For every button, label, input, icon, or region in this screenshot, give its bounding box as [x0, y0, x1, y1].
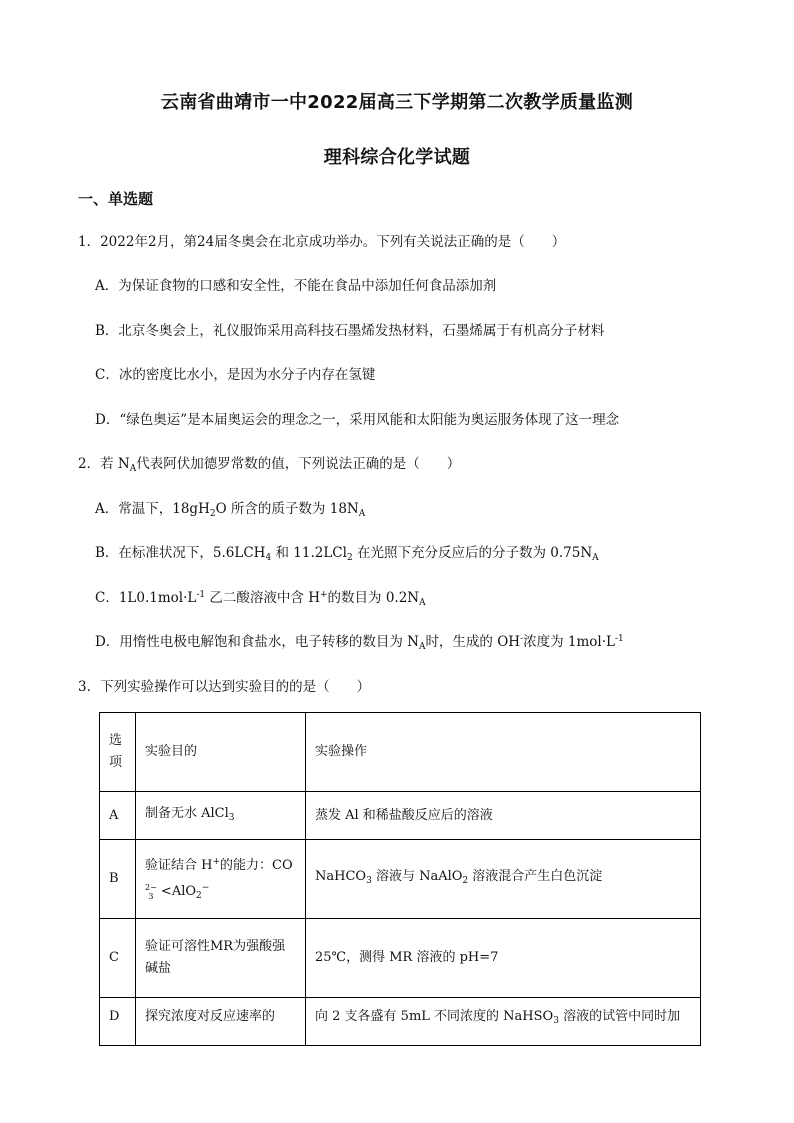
table-row	[100, 998, 701, 1046]
question-2-option-c: C．$1L0.1mol\cdot L^{-1}$ 乙二酸溶液中含 H+的数目为 $0.2N_A$	[95, 590, 426, 608]
operation-cell: NaHCO$_3$ 溶液与 NaAlO$_2$ 溶液混合产生白色沉淀	[306, 840, 701, 919]
question-3-stem: 3．下列实验操作可以达到实验目的的是（ ）	[78, 679, 371, 695]
paper-subtitle: 理科综合化学试题	[323, 147, 471, 168]
goal-cell: 验证可溶性MR为强酸强碱盐	[136, 919, 306, 998]
goal-cell: 探究浓度对反应速率的	[136, 998, 306, 1046]
header-option: 选 项	[100, 713, 136, 792]
table-row	[100, 792, 701, 840]
question-2-option-b: B．在标准状况下，$5.6LCH_4$ 和 11.2LCl$_2$ 在光照下充分反应后的分子数为 $0.75N_A$	[95, 545, 599, 563]
operation-cell: 蒸发 Al 和稀盐酸反应后的溶液	[306, 792, 701, 840]
question-1-option-b: B．北京冬奥会上，礼仪服饰采用高科技石墨烯发热材料，石墨烯属于有机高分子材料	[95, 323, 605, 339]
operation-cell: 向 2 支各盛有 5mL 不同浓度的 NaHSO$_3$ 溶液的试管中同时加	[306, 998, 701, 1046]
question-1-option-a: A．为保证食物的口感和安全性，不能在食品中添加任何食品添加剂	[95, 278, 497, 294]
question-1-option-d: D．“绿色奥运”是本届奥运会的理念之一，采用风能和太阳能为奥运服务体现了这一理念	[95, 412, 620, 428]
question-1-stem: 1．2022年2月，第24届冬奥会在北京成功举办。下列有关说法正确的是（ ）	[78, 234, 566, 250]
operation-cell: 25℃，测得 MR 溶液的 pH=7	[306, 919, 701, 998]
table-row	[100, 919, 701, 998]
goal-cell: 制备无水 AlCl$_3$	[136, 792, 306, 840]
paper-title: 云南省曲靖市一中2022届高三下学期第二次教学质量监测	[160, 92, 634, 113]
table-row	[100, 840, 701, 919]
goal-cell: 验证结合 H+的能力：CO 2− 3 <AlO$_2$−	[136, 840, 306, 919]
header-goal: 实验目的	[136, 713, 306, 792]
experiment-table	[99, 712, 701, 1046]
option-cell: A	[100, 792, 136, 840]
option-cell: C	[100, 919, 136, 998]
option-cell: D	[100, 998, 136, 1046]
table-header-row	[100, 713, 701, 792]
section-heading: 一、单选题	[78, 190, 154, 208]
question-2-option-a: A．常温下，$18gH_2O$ 所含的质子数为 $18N_A$	[95, 501, 366, 519]
option-cell: B	[100, 840, 136, 919]
question-2-option-d: D．用惰性电极电解饱和食盐水，电子转移的数目为 $N_A$时，生成的 OH-浓度为 $1mol\cdot L^{-1}$	[95, 634, 624, 652]
header-operation: 实验操作	[306, 713, 701, 792]
question-1-option-c: C．冰的密度比水小，是因为水分子内存在氢键	[95, 367, 376, 383]
question-2-stem: 2．若 $N_A$代表阿伏加德罗常数的值，下列说法正确的是（ ）	[78, 456, 461, 474]
fraction: 2− 3	[145, 882, 157, 901]
